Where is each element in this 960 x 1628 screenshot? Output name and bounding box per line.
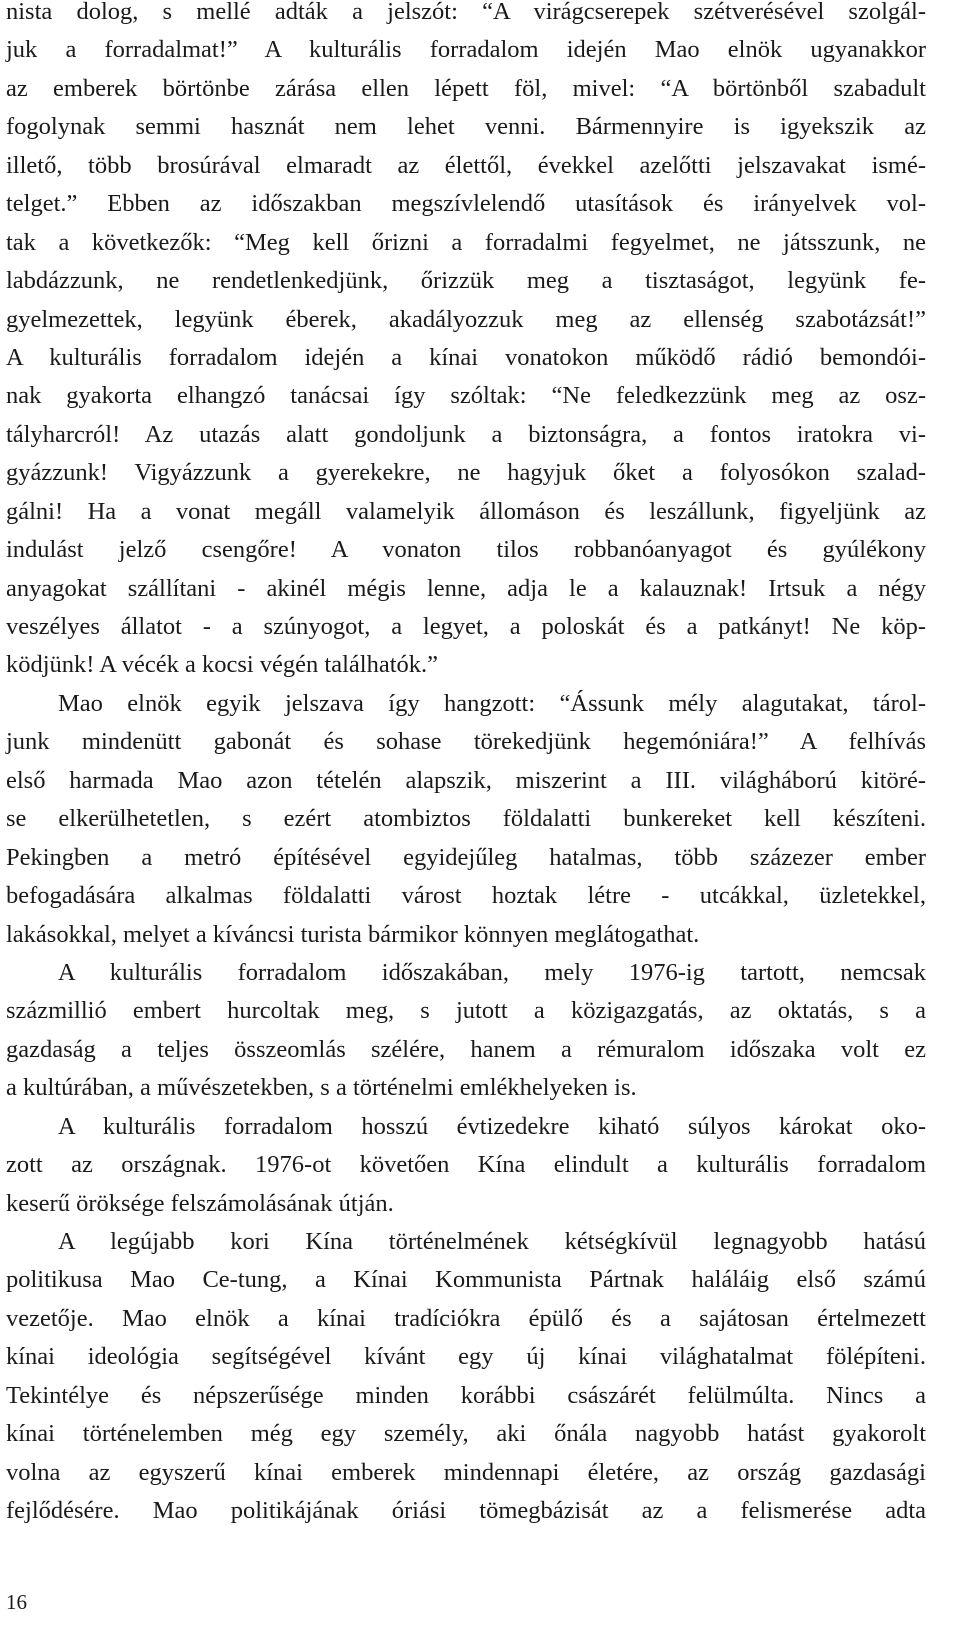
text-line: százmillió embert hurcoltak meg, s jutott a közigazgatás, az oktatás, s a [6, 997, 926, 1025]
page-number: 16 [6, 1590, 27, 1614]
text-line: lakásokkal, melyet a kíváncsi turista bármikor könnyen meglátogathat. [6, 920, 700, 948]
text-line: keserű öröksége felszámolásának útján. [6, 1189, 394, 1217]
paragraph-first-line: A kulturális forradalom időszakában, mely 1976-ig tartott, nemcsak [58, 958, 926, 986]
text-line: veszélyes állatot - a szúnyogot, a legyet, a poloskát és a patkányt! Ne köp- [6, 613, 926, 640]
text-line: fejlődésére. Mao politikájának óriási tömegbázisát az a felismerése adta [6, 1497, 926, 1525]
page-body [6, 0, 926, 1531]
text-line: nak gyakorta elhangzó tanácsai így szóltak: “Ne feledkezzünk meg az osz- [6, 382, 926, 410]
text-line: junk mindenütt gabonát és sohase törekedjünk hegemóniára!” A felhívás [6, 728, 926, 756]
text-line: kínai ideológia segítségével kívánt egy új kínai világhatalmat fölépíteni. [6, 1343, 926, 1371]
text-line: a kultúrában, a művészetekben, s a történelmi emlékhelyeken is. [6, 1074, 637, 1102]
text-line: A kulturális forradalom idején a kínai vonatokon működő rádió bemondói- [6, 343, 926, 371]
paragraph-first-line: A legújabb kori Kína történelmének kétségkívül legnagyobb hatású [58, 1228, 926, 1255]
text-line: kínai történelemben még egy személy, aki őnála nagyobb hatást gyakorolt [6, 1420, 926, 1448]
text-line: befogadására alkalmas földalatti várost hoztak létre - utcákkal, üzletekkel, [6, 882, 926, 910]
text-line: ködjünk! A vécék a kocsi végén találhatók.” [6, 651, 439, 679]
text-line: politikusa Mao Ce-tung, a Kínai Kommunista Pártnak haláláig első számú [6, 1266, 926, 1294]
text-line: volna az egyszerű kínai emberek mindennapi életére, az ország gazdasági [6, 1458, 926, 1486]
text-line: tak a következők: “Meg kell őrizni a forradalmi fegyelmet, ne játsszunk, ne [6, 228, 926, 256]
text-line: illető, több brosúrával elmaradt az élettől, évekkel azelőtti jelszavakat ismé- [6, 151, 926, 179]
text-line: gyázzunk! Vigyázzunk a gyerekekre, ne hagyjuk őket a folyosókon szalad- [6, 459, 926, 487]
text-line: az emberek börtönbe zárása ellen lépett föl, mivel: “A börtönből szabadult [6, 74, 926, 102]
text-line: tályharcról! Az utazás alatt gondoljunk a biztonságra, a fontos iratokra vi- [6, 420, 926, 448]
text-line: vezetője. Mao elnök a kínai tradíciókra épülő és a sajátosan értelmezett [6, 1304, 926, 1332]
text-line: gálni! Ha a vonat megáll valamelyik állomáson és leszállunk, figyeljünk az [6, 497, 926, 525]
text-line: labdázzunk, ne rendetlenkedjünk, őrizzük meg a tisztaságot, legyünk fe- [6, 267, 926, 295]
text-line: Pekingben a metró építésével egyidejűleg hatalmas, több százezer ember [6, 843, 926, 871]
text-line: telget.” Ebben az időszakban megszívlelendő utasítások és irányelvek vol- [6, 190, 926, 218]
text-line: indulást jelző csengőre! A vonaton tilos robbanóanyagot és gyúlékony [6, 536, 926, 564]
text-line: juk a forradalmat!” A kulturális forradalom idején Mao elnök ugyanakkor [6, 36, 926, 64]
text-line: első harmada Mao azon tételén alapszik, miszerint a III. világháború kitöré- [6, 766, 926, 794]
paragraph-first-line: Mao elnök egyik jelszava így hangzott: “Ássunk mély alagutakat, tárol- [58, 689, 926, 717]
text-line: gyelmezettek, legyünk éberek, akadályozzuk meg az ellenség szabotázsát!” [6, 305, 926, 333]
paragraph-first-line: A kulturális forradalom hosszú évtizedekre kiható súlyos károkat oko- [58, 1112, 926, 1140]
text-line: gazdaság a teljes összeomlás szélére, hanem a rémuralom időszaka volt ez [6, 1035, 926, 1063]
text-line: fogolynak semmi hasznát nem lehet venni. Bármennyire is igyekszik az [6, 113, 926, 141]
text-line: anyagokat szállítani - akinél mégis lenne, adja le a kalauznak! Irtsuk a négy [6, 574, 926, 602]
text-line: zott az országnak. 1976-ot követően Kína elindult a kulturális forradalom [6, 1151, 926, 1179]
text-line: Tekintélye és népszerűsége minden korábbi császárét felülmúlta. Nincs a [6, 1381, 926, 1409]
text-line: se elkerülhetetlen, s ezért atombiztos földalatti bunkereket kell készíteni. [6, 805, 926, 833]
text-line: nista dolog, s mellé adták a jelszót: “A virágcserepek szétverésével szolgál- [6, 0, 926, 25]
